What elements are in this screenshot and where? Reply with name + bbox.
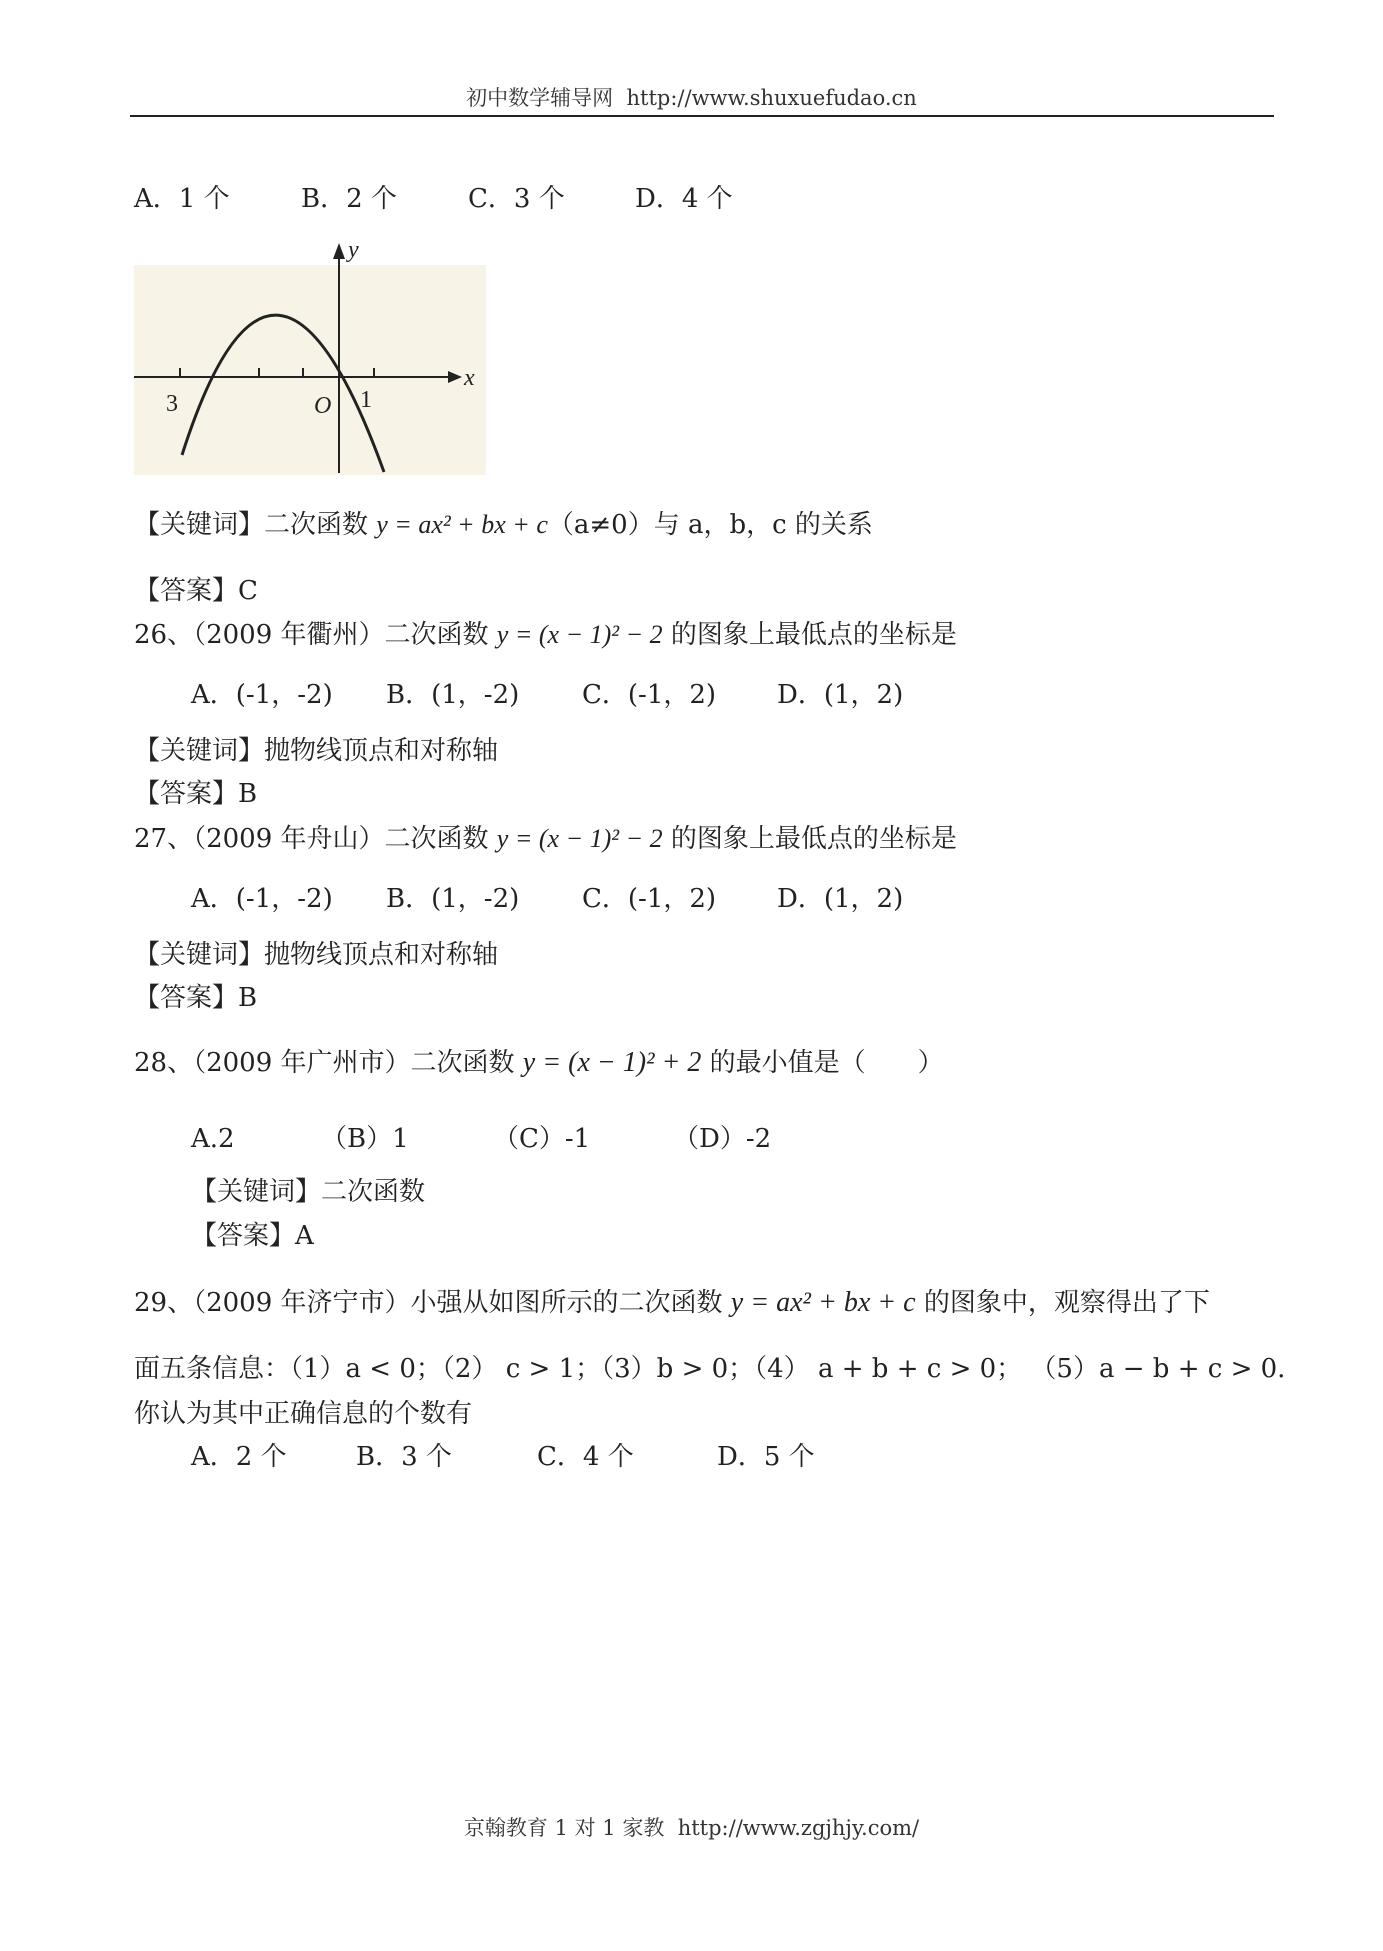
y-axis-label: y (348, 237, 359, 263)
q26-option-b: B．(1，-2) (386, 680, 520, 710)
q29-formula: y = ax² + bx + c (730, 1287, 916, 1318)
q26-stem-suffix: 的图象上最低点的坐标是 (662, 620, 957, 650)
q29-options (191, 1441, 815, 1473)
page-header (0, 82, 1383, 112)
q26-keyword: 【关键词】抛物线顶点和对称轴 (134, 736, 499, 766)
q27-options (191, 883, 903, 915)
q25-keyword-formula: y = ax² + bx + c (376, 510, 548, 539)
header-rule (130, 115, 1274, 117)
q26-formula: y = (x − 1)² − 2 (496, 620, 663, 649)
q29-stem-suffix: 的图象中，观察得出了下 (915, 1288, 1210, 1318)
q28-stem-suffix: 的最小值是（ ） (701, 1048, 944, 1078)
q27-stem-prefix: 27、（2009 年舟山）二次函数 (134, 824, 497, 854)
q27-option-c: C．(-1，2) (582, 884, 717, 914)
q25-option-a: A．1 个 (134, 184, 230, 214)
q29-stem (134, 1287, 1210, 1319)
header-site-name: 初中数学辅导网 (466, 86, 614, 110)
q28-stem-prefix: 28、（2009 年广州市）二次函数 (134, 1048, 523, 1078)
q27-stem (134, 823, 957, 855)
parabola-graph (134, 237, 486, 475)
q29-conditions: 面五条信息：（1）a < 0；（2） c > 1；（3）b > 0；（4） a + b + c > 0； （5）a − b + c > 0. (134, 1354, 1286, 1384)
q25-option-d: D．4 个 (635, 184, 733, 214)
x-tick-label-1: 1 (360, 387, 372, 413)
q27-option-a: A．(-1，-2) (191, 884, 333, 914)
q28-option-c: （C）-1 (493, 1124, 591, 1154)
q28-keyword: 【关键词】二次函数 (191, 1177, 426, 1207)
q28-options (191, 1123, 771, 1155)
q28-option-b: （B）1 (321, 1124, 409, 1154)
origin-label: O (314, 393, 332, 419)
q25-answer: 【答案】C (134, 576, 258, 606)
q29-option-b: B．3 个 (356, 1442, 452, 1472)
header-url: http://www.shuxuefudao.cn (626, 86, 917, 110)
q29-stem-prefix: 29、（2009 年济宁市）小强从如图所示的二次函数 (134, 1288, 731, 1318)
q25-option-c: C．3 个 (468, 184, 565, 214)
q25-option-b: B．2 个 (301, 184, 397, 214)
q26-option-d: D．(1，2) (777, 680, 904, 710)
q26-stem-prefix: 26、（2009 年衢州）二次函数 (134, 620, 497, 650)
q29-question: 你认为其中正确信息的个数有 (134, 1399, 473, 1429)
q27-formula: y = (x − 1)² − 2 (496, 824, 663, 853)
q28-option-a: A.2 (191, 1124, 235, 1154)
q29-option-c: C．4 个 (537, 1442, 634, 1472)
x-axis-label: x (464, 365, 475, 391)
footer-text: 京翰教育 1 对 1 家教 (463, 1816, 665, 1840)
q25-options (134, 183, 733, 215)
y-axis-arrow (333, 243, 345, 259)
q28-formula: y = (x − 1)² + 2 (522, 1047, 702, 1078)
q25-keyword-prefix: 【关键词】二次函数 (134, 510, 377, 540)
q25-keyword-suffix: （a≠0）与 a，b，c 的关系 (547, 510, 873, 540)
q29-option-a: A．2 个 (191, 1442, 287, 1472)
q29-option-d: D．5 个 (717, 1442, 815, 1472)
q26-options (191, 679, 903, 711)
q28-option-d: （D）-2 (673, 1124, 772, 1154)
footer-url: http://www.zgjhjy.com/ (677, 1816, 920, 1840)
q28-stem (134, 1047, 944, 1079)
q27-option-d: D．(1，2) (777, 884, 904, 914)
q27-stem-suffix: 的图象上最低点的坐标是 (662, 824, 957, 854)
q26-answer: 【答案】B (134, 779, 258, 809)
q27-option-b: B．(1，-2) (386, 884, 520, 914)
q26-stem (134, 619, 957, 651)
q26-option-a: A．(-1，-2) (191, 680, 333, 710)
page-footer (0, 1812, 1383, 1842)
q26-option-c: C．(-1，2) (582, 680, 717, 710)
x-tick-label-3: 3 (166, 391, 178, 417)
q28-answer: 【答案】A (191, 1221, 314, 1251)
q25-keyword (134, 509, 873, 541)
q27-keyword: 【关键词】抛物线顶点和对称轴 (134, 940, 499, 970)
q27-answer: 【答案】B (134, 983, 258, 1013)
